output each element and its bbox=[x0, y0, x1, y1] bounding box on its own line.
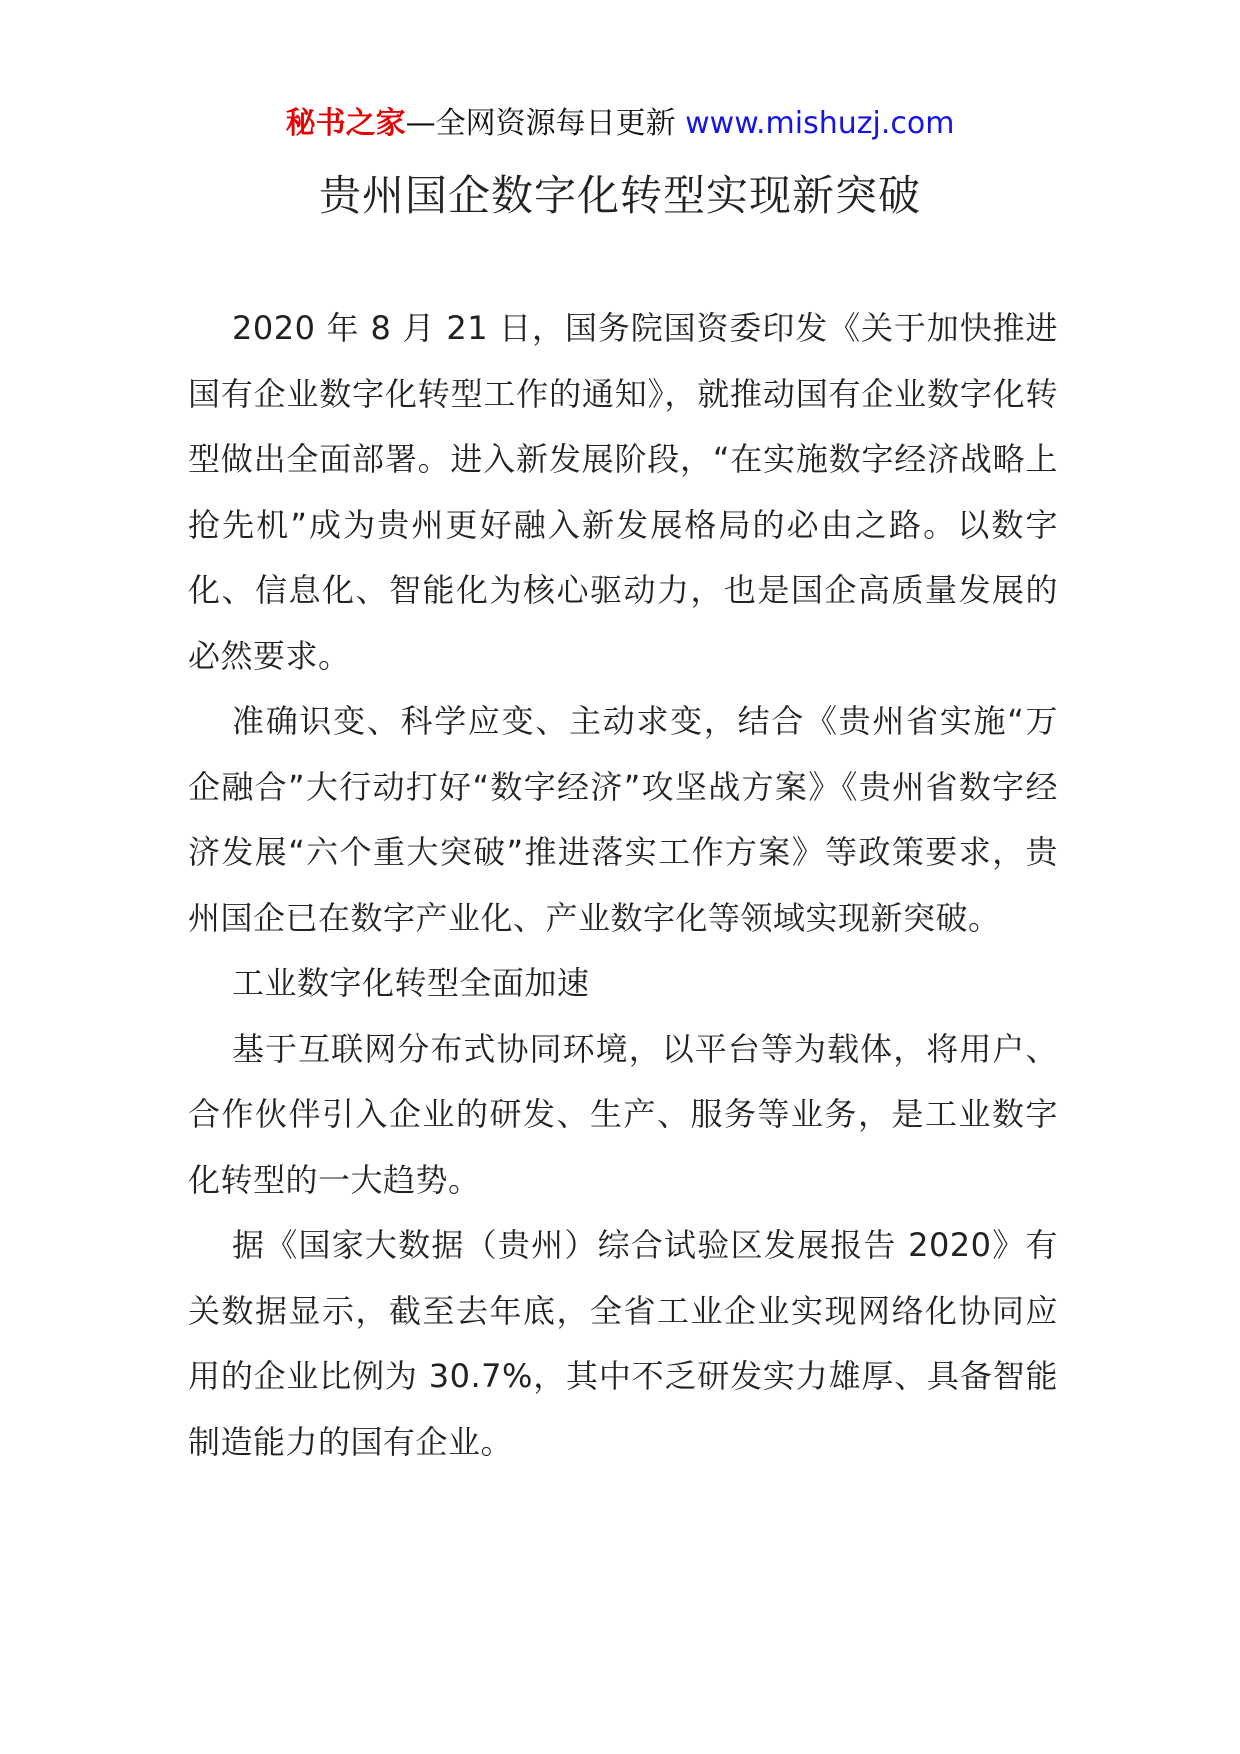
paragraph-intro: 2020 年 8 月 21 日，国务院国资委印发《关于加快推进国有企业数字化转型工作的通知》，就推动国有企业数字化转型做出全面部署。进入新发展阶段，“在实施数字经济战略上抢先机”成为贵州更好融入新发展格局的必由之路。以数字化、信息化、智能化为核心驱动力，也是国企高质量发展的必然要求。 bbox=[188, 309, 1058, 675]
paragraph-policy: 准确识变、科学应变、主动求变，结合《贵州省实施“万企融合”大行动打好“数字经济”攻坚战方案》《贵州省数字经济发展“六个重大突破”推进落实工作方案》等政策要求，贵州国企已在数字产业化、产业数字化等领域实现新突破。 bbox=[188, 702, 1058, 937]
header-tagline: —全网资源每日更新 bbox=[405, 106, 686, 141]
section-heading-industrial: 工业数字化转型全面加速 bbox=[232, 964, 590, 1002]
site-url-link[interactable]: www.mishuzj.com bbox=[685, 106, 955, 141]
paragraph-trend: 基于互联网分布式协同环境，以平台等为载体，将用户、合作伙伴引入企业的研发、生产、服务等业务，是工业数字化转型的一大趋势。 bbox=[188, 1029, 1058, 1199]
paragraph-statistics: 据《国家大数据（贵州）综合试验区发展报告 2020》有关数据显示，截至去年底，全省工业企业实现网络化协同应用的企业比例为 30.7%，其中不乏研发实力雄厚、具备智能制造能力的国有企业。 bbox=[188, 1226, 1058, 1461]
document-title: 贵州国企数字化转型实现新突破 bbox=[318, 171, 921, 220]
brand-name: 秘书之家 bbox=[285, 106, 406, 141]
site-header bbox=[0, 102, 1240, 146]
document-body bbox=[188, 296, 1058, 1475]
